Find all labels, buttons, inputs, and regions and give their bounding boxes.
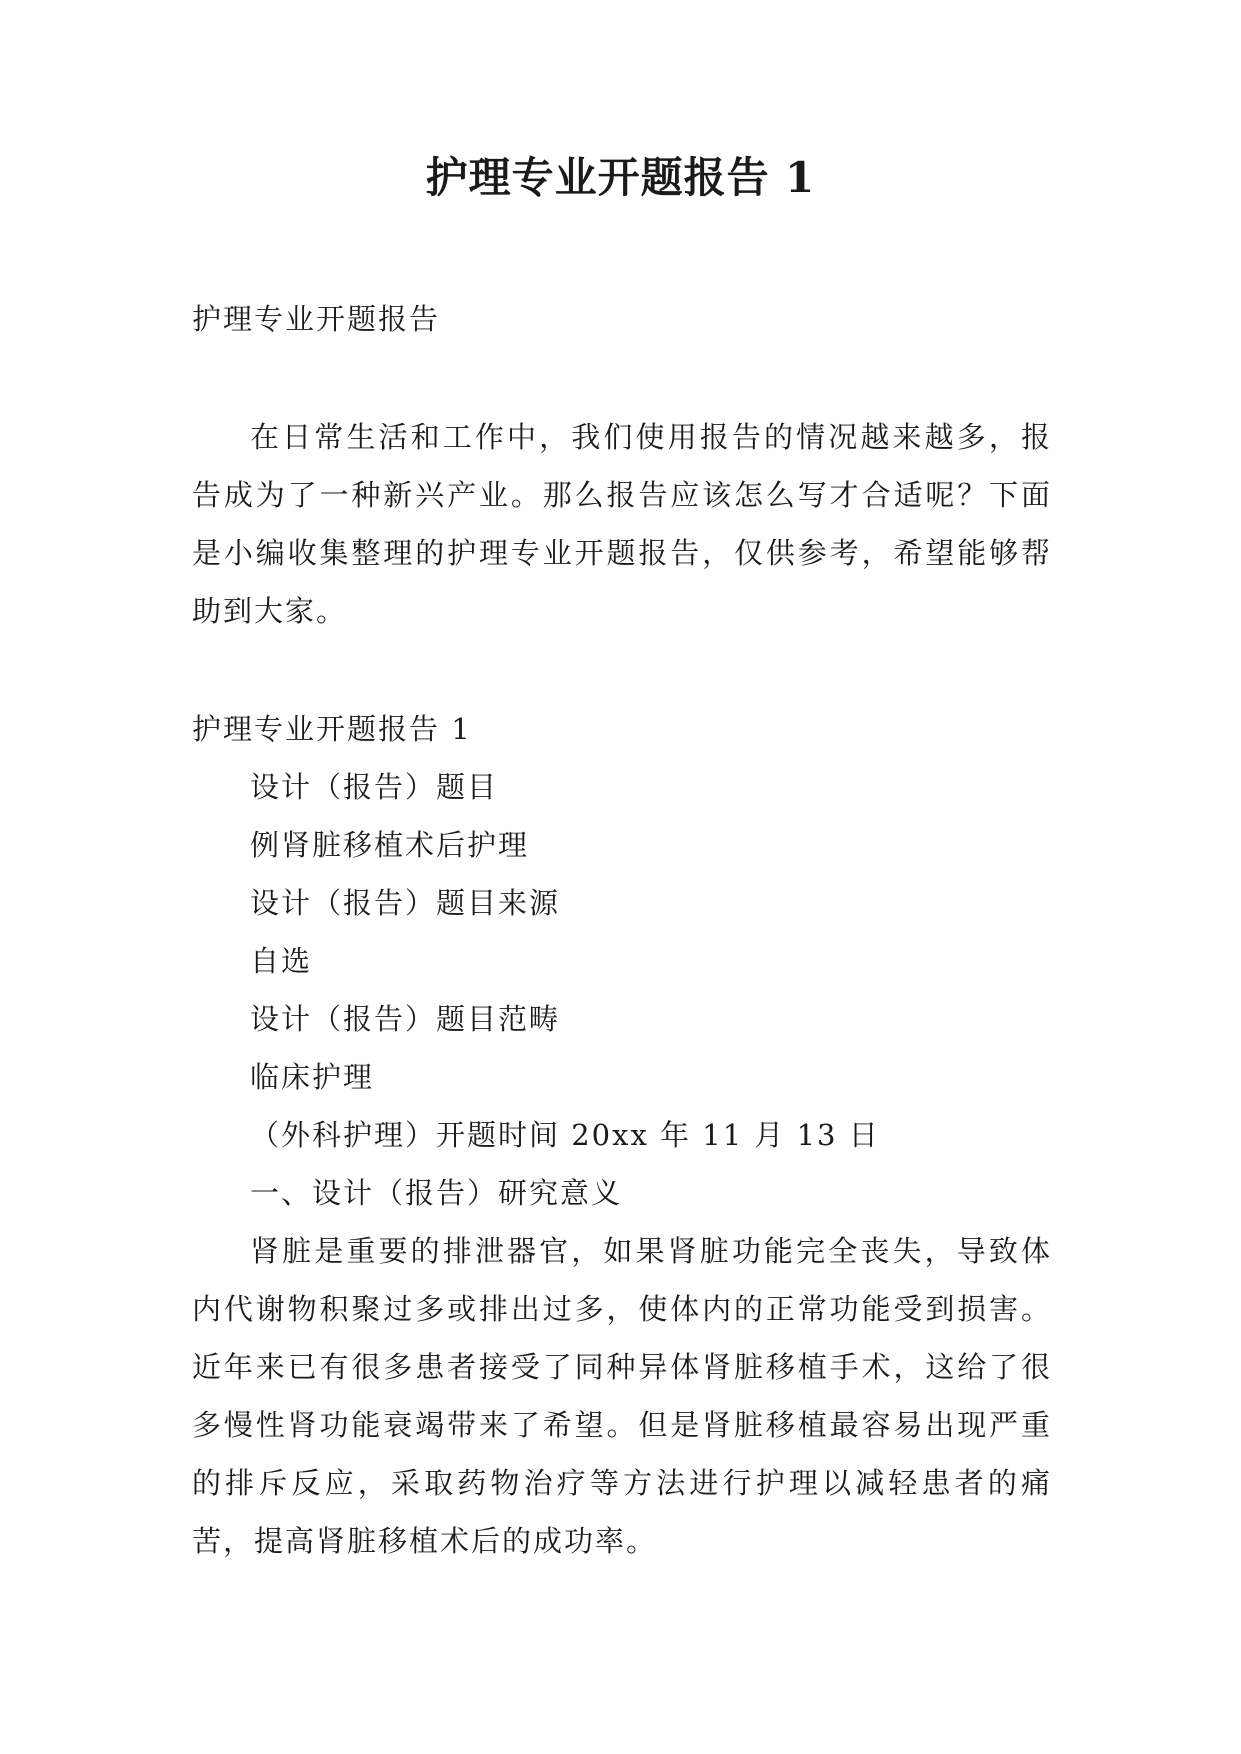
section-heading: 护理专业开题报告 1: [192, 712, 472, 746]
section-one-heading: 一、设计（报告）研究意义: [250, 1176, 623, 1210]
field-date-line: （外科护理）开题时间 20xx 年 11 月 13 日: [250, 1118, 880, 1152]
intro-paragraph: 在日常生活和工作中，我们使用报告的情况越来越多，报告成为了一种新兴产业。那么报告应该怎么写才合适呢？下面是小编收集整理的护理专业开题报告，仅供参考，希望能够帮助到大家。: [192, 420, 1052, 628]
report-fields: [192, 758, 1052, 1222]
field-topic-value: 例肾脏移植术后护理: [250, 828, 530, 862]
field-source-value: 自选: [250, 944, 313, 978]
field-topic-label: 设计（报告）题目: [250, 770, 499, 804]
field-scope-value: 临床护理: [250, 1060, 375, 1094]
field-source-label: 设计（报告）题目来源: [250, 886, 561, 920]
document-body: [192, 290, 1052, 1570]
document-subtitle: 护理专业开题报告: [192, 302, 441, 336]
document-title: 护理专业开题报告 1: [425, 153, 816, 202]
field-scope-label: 设计（报告）题目范畴: [250, 1002, 561, 1036]
significance-paragraph: 肾脏是重要的排泄器官，如果肾脏功能完全丧失，导致体内代谢物积聚过多或排出过多，使体内的正常功能受到损害。近年来已有很多患者接受了同种异体肾脏移植手术，这给了很多慢性肾功能衰竭带来了希望。但是肾脏移植最容易出现严重的排斥反应，采取药物治疗等方法进行护理以减轻患者的痛苦，提高肾脏移植术后的成功率。: [192, 1234, 1052, 1558]
